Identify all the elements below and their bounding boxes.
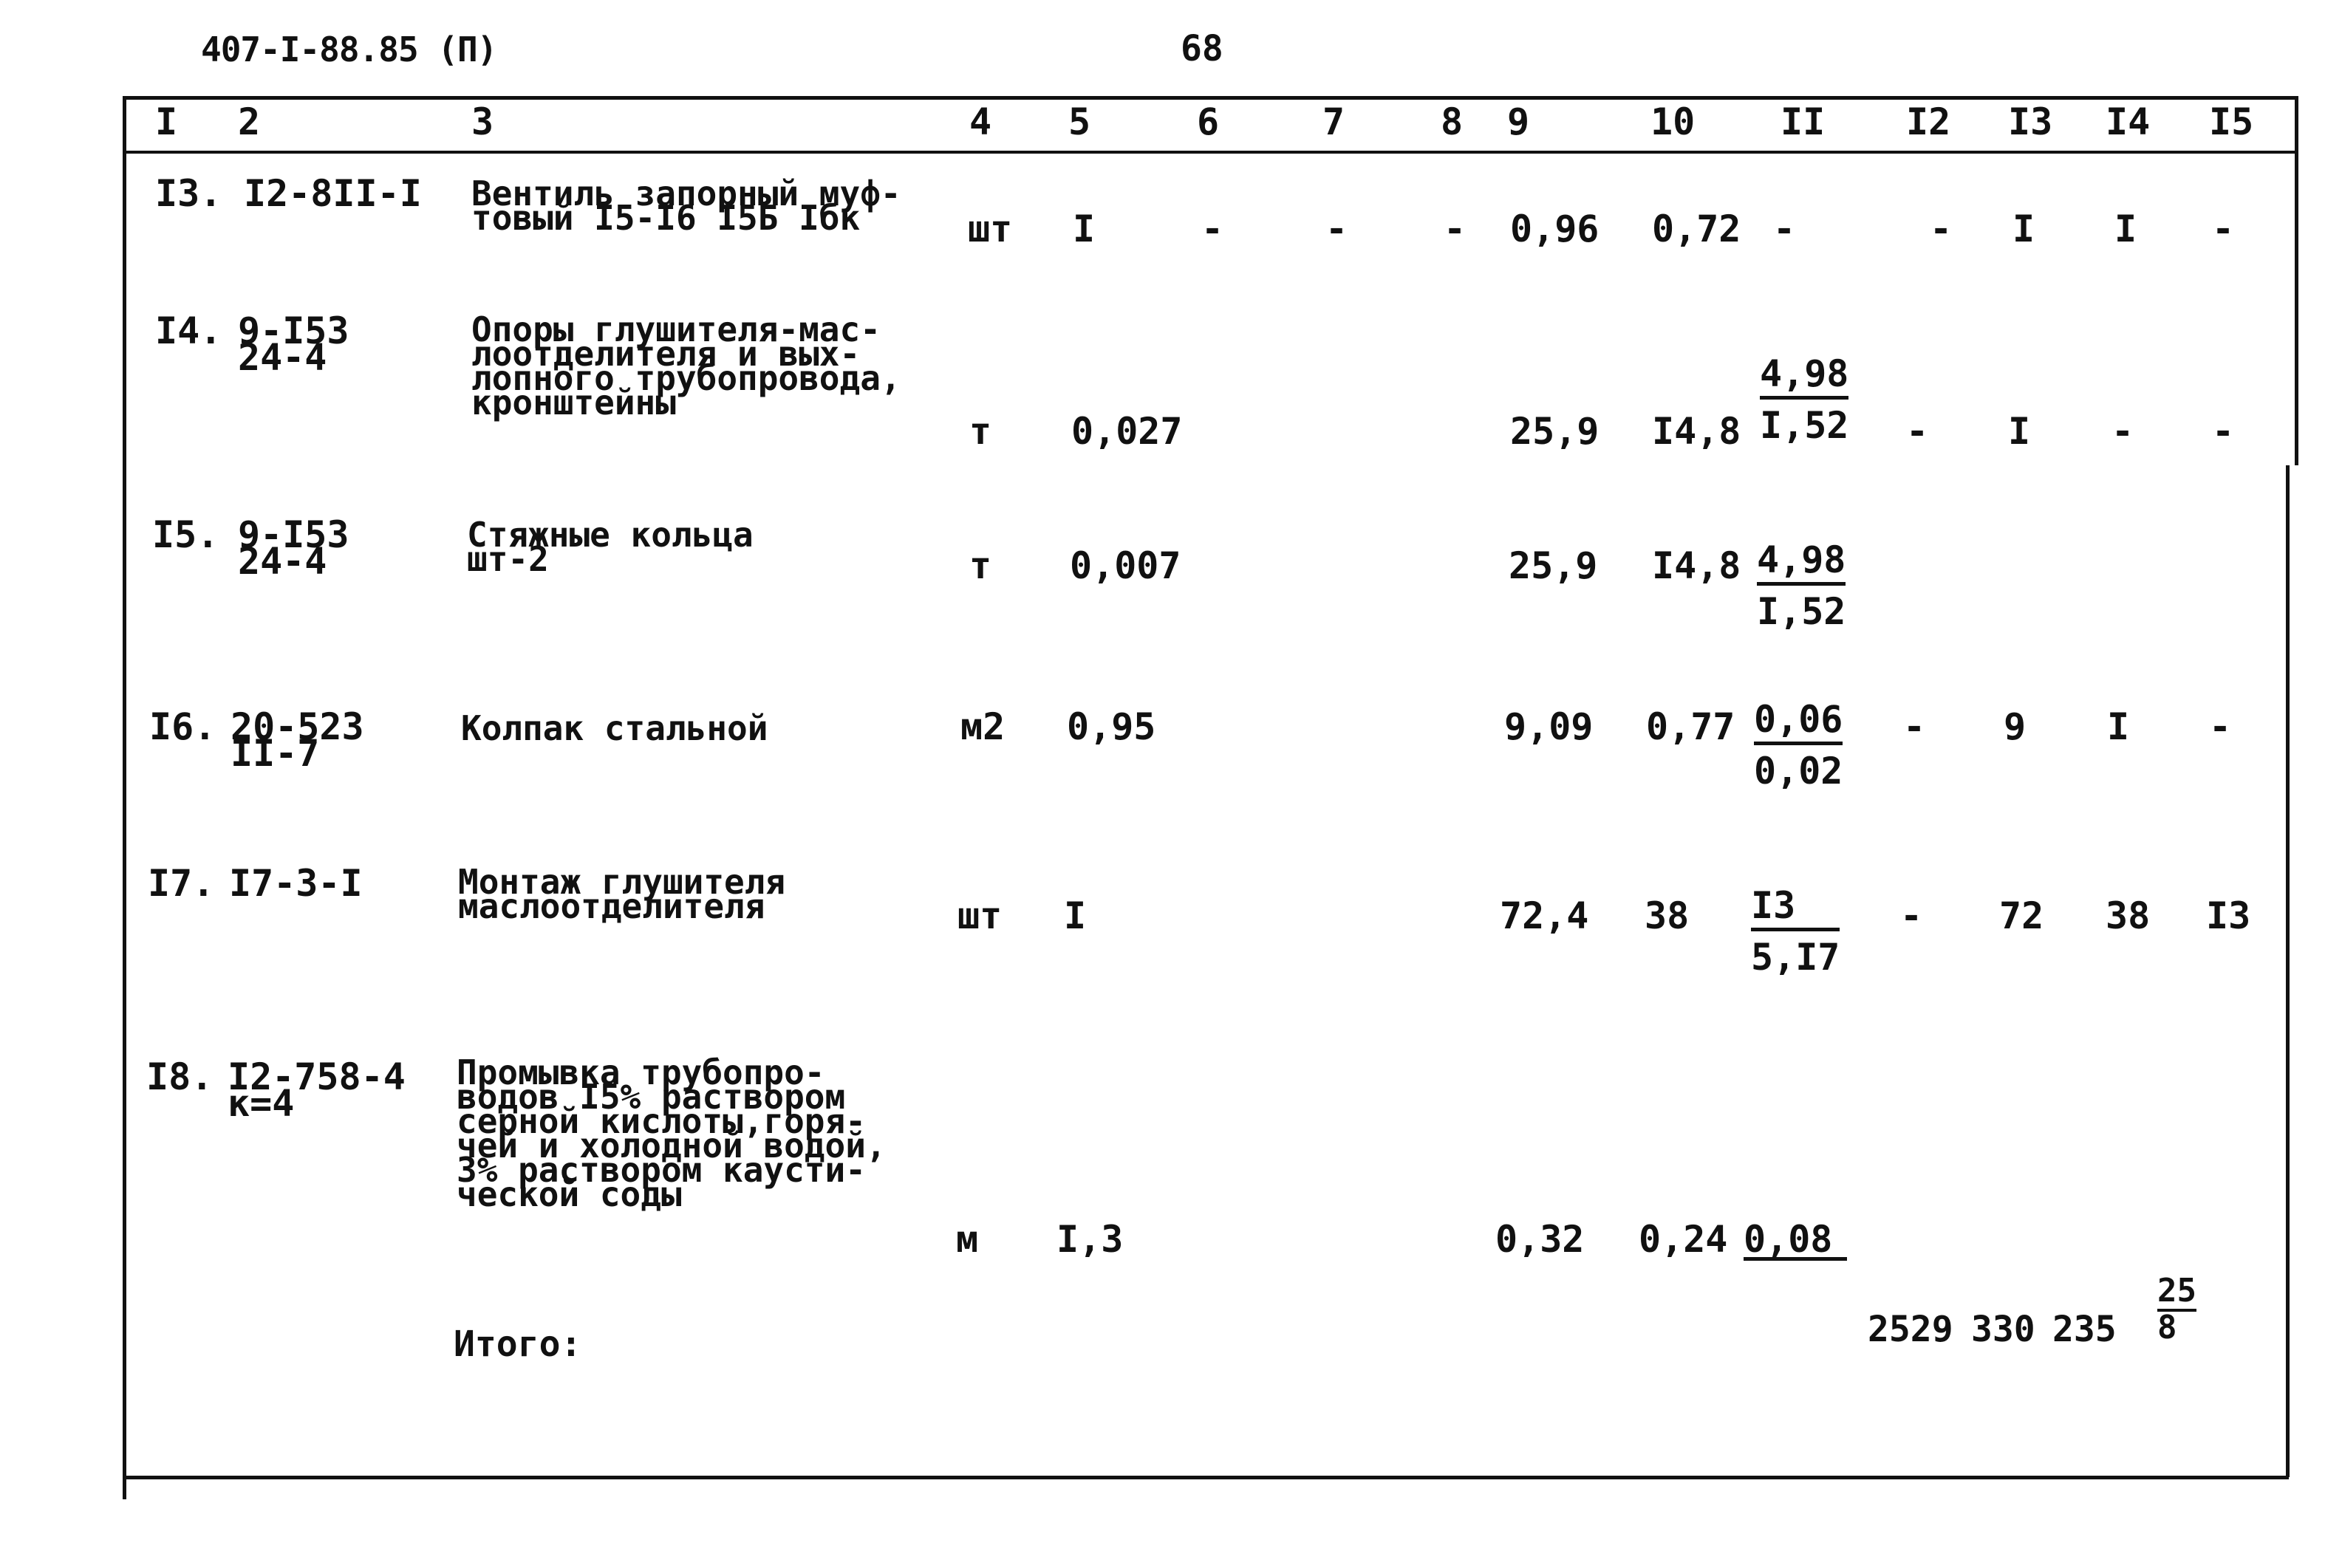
row-col15: I3: [2206, 894, 2251, 937]
total-label: Итого:: [454, 1324, 582, 1365]
row-col9: 25,9: [1509, 544, 1598, 587]
fraction-denominator: 8: [2157, 1309, 2177, 1346]
row-col11-fraction: [1757, 539, 1846, 637]
row-unit: м: [956, 1218, 979, 1261]
row-description: Колпак стальной: [461, 708, 768, 748]
fraction-numerator: 25: [2157, 1275, 2196, 1312]
row-col9: 9,09: [1504, 705, 1594, 748]
row-description: Опоры глушителя-мас- лоотделителя и вых- лопного трубопровода, кронштейны: [471, 309, 901, 422]
total-col15-fraction: [2157, 1272, 2196, 1346]
row-number: I7.: [148, 862, 215, 905]
col-header-4: 4: [969, 100, 992, 143]
row-unit: м2: [960, 705, 1006, 748]
fraction-numerator: I3: [1751, 885, 1840, 931]
frame-right-border-lower: [2286, 465, 2290, 1477]
row-col10: I4,8: [1652, 544, 1741, 587]
row-col12: -: [1903, 705, 1926, 748]
row-col10: I4,8: [1652, 410, 1741, 453]
row-col14: -: [2111, 410, 2134, 453]
fraction-numerator: 0,06: [1754, 699, 1843, 745]
row-code: 9-I53 24-4: [238, 309, 349, 379]
row-col10: 0,77: [1646, 705, 1735, 748]
row-quantity: 0,027: [1071, 410, 1183, 453]
row-unit: шт: [968, 208, 1013, 250]
row-col10: 0,72: [1652, 208, 1741, 250]
col-header-8: 8: [1441, 100, 1464, 143]
row-col11-fraction: [1760, 353, 1848, 451]
row-col14: I: [2107, 705, 2130, 748]
row-col13: I: [2012, 208, 2035, 250]
row-description: Стяжные кольца шт-2: [467, 515, 754, 579]
row-number: I4.: [155, 309, 222, 352]
row-col12: -: [1930, 208, 1953, 250]
total-col12: 2529: [1868, 1309, 1953, 1350]
row-code: 20-523 II-7: [231, 705, 364, 775]
row-col9: 72,4: [1500, 894, 1589, 937]
col-header-10: 10: [1650, 100, 1696, 143]
col-header-9: 9: [1507, 100, 1530, 143]
row-code: 9-I53 24-4: [238, 513, 349, 583]
row-col6: -: [1201, 208, 1224, 250]
header-underline: [123, 151, 2295, 154]
col-header-14: I4: [2106, 100, 2151, 143]
row-col14: 38: [2106, 894, 2151, 937]
row-col9: 0,32: [1495, 1218, 1585, 1261]
col-header-15: I5: [2209, 100, 2254, 143]
row-col11: -: [1773, 208, 1796, 250]
row-number: I5.: [152, 513, 219, 556]
row-col12: -: [1900, 894, 1923, 937]
row-quantity: I,3: [1056, 1218, 1124, 1261]
row-quantity: 0,007: [1070, 544, 1181, 587]
col-header-5: 5: [1068, 100, 1091, 143]
row-quantity: 0,95: [1067, 705, 1156, 748]
col-header-11: II: [1781, 100, 1826, 143]
row-quantity: I: [1064, 894, 1087, 937]
fraction-numerator: 4,98: [1757, 539, 1846, 586]
document-code: 407-I-88.85 (П): [201, 30, 497, 69]
frame-bottom-border: [123, 1476, 2289, 1479]
row-description: Вентиль запорный муф- товый I5-I6 I5Б Iбк: [471, 174, 901, 238]
row-unit: т: [969, 410, 992, 453]
row-col11: 0,08: [1744, 1226, 1847, 1261]
row-col12: -: [1906, 410, 1929, 453]
row-code: I7-3-I: [229, 862, 363, 905]
fraction-denominator: I,52: [1760, 404, 1849, 447]
frame-right-border-upper: [2295, 96, 2298, 465]
row-col7: -: [1325, 208, 1348, 250]
row-col11-fraction: [1754, 699, 1843, 797]
col-header-13: I3: [2008, 100, 2053, 143]
row-col11-fraction: [1751, 885, 1840, 983]
row-col10: 0,24: [1639, 1218, 1728, 1261]
row-number: I3.: [155, 172, 222, 215]
row-col9: 25,9: [1510, 410, 1600, 453]
row-col13: 9: [2004, 705, 2027, 748]
col-header-7: 7: [1322, 100, 1345, 143]
row-col8: -: [1444, 208, 1467, 250]
row-col15: -: [2212, 410, 2235, 453]
row-code: I2-8II-I: [244, 172, 422, 215]
row-quantity: I: [1073, 208, 1096, 250]
row-description: Промывка трубопро- водов I5% раствором серной кислоты,горя- чей и холодной водой, 3% раствором каусти- ческой соды: [457, 1052, 887, 1214]
row-code: I2-758-4 к=4: [228, 1055, 406, 1125]
row-col9: 0,96: [1510, 208, 1600, 250]
row-number: I8.: [146, 1055, 214, 1098]
col-header-6: 6: [1197, 100, 1220, 143]
frame-top-border: [123, 96, 2295, 100]
row-col10: 38: [1645, 894, 1690, 937]
row-col13: I: [2008, 410, 2031, 453]
fraction-denominator: I,52: [1757, 590, 1846, 633]
row-col15: -: [2209, 705, 2232, 748]
row-col13: 72: [1999, 894, 2044, 937]
row-col14: I: [2114, 208, 2137, 250]
total-col14: 235: [2052, 1309, 2117, 1350]
frame-left-border: [123, 96, 126, 1499]
row-number: I6.: [149, 705, 216, 748]
fraction-denominator: 5,I7: [1751, 936, 1840, 979]
fraction-denominator: 0,02: [1754, 750, 1843, 792]
row-unit: шт: [957, 894, 1003, 937]
col-header-3: 3: [471, 100, 494, 143]
row-col15: -: [2212, 208, 2235, 250]
row-description: Монтаж глушителя маслоотделителя: [458, 862, 786, 926]
fraction-numerator: 4,98: [1760, 353, 1848, 400]
row-unit: т: [969, 544, 992, 587]
col-header-1: I: [155, 100, 178, 143]
total-col13: 330: [1971, 1309, 2035, 1350]
page-number: 68: [1181, 28, 1223, 69]
col-header-2: 2: [238, 100, 261, 143]
col-header-12: I2: [1906, 100, 1951, 143]
